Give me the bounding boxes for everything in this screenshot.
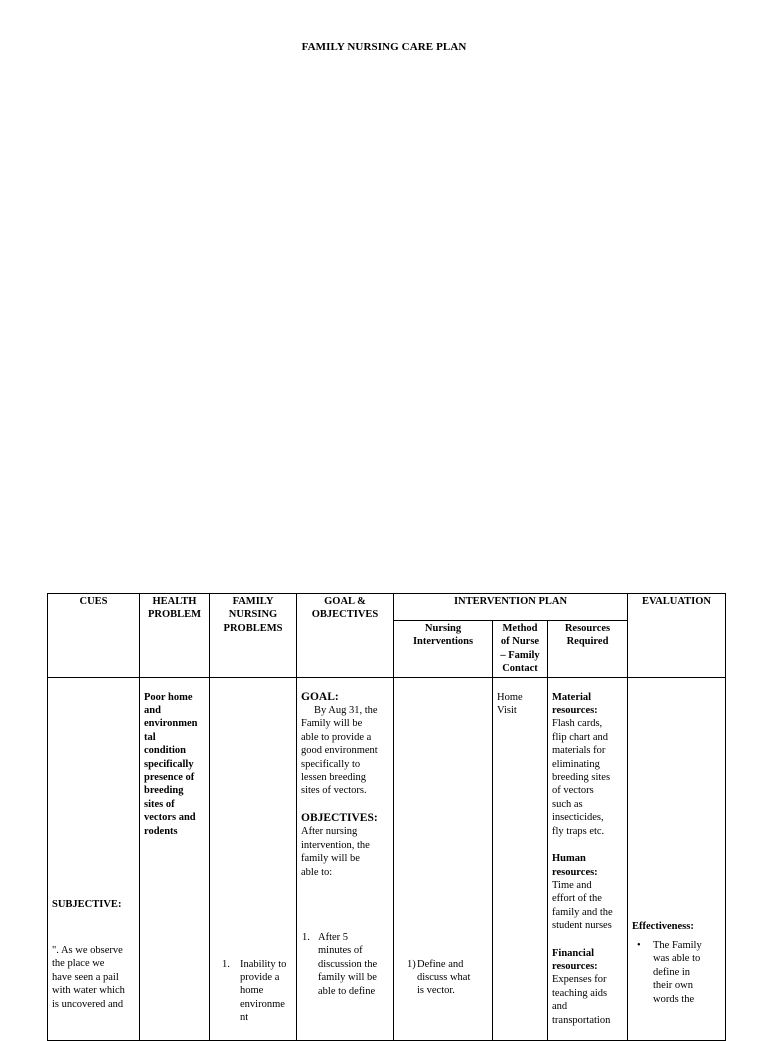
resource-line: of vectors [552, 785, 594, 797]
objectives-line: intervention, the [301, 839, 370, 851]
resource-line: effort of the [552, 893, 602, 905]
goal-line: Family will be [301, 718, 363, 730]
health-problem-line: vectors and [144, 812, 196, 824]
human-label: resources: [552, 866, 598, 878]
resource-line: breeding sites [552, 772, 611, 784]
cue-line: have seen a pail [52, 971, 119, 983]
goal-line: sites of vectors. [301, 785, 367, 797]
header-line: Required [566, 636, 609, 648]
header-line: GOAL & [324, 596, 366, 607]
objectives-line: After nursing [301, 826, 358, 838]
health-problem-line: tal [144, 731, 156, 743]
problem-line: environme [240, 998, 285, 1010]
bullet-icon: • [637, 940, 641, 952]
list-number: 1. [302, 931, 310, 943]
goal-line: good environment [301, 745, 378, 757]
header-intervention-plan-label: INTERVENTION PLAN [453, 596, 568, 607]
page-title: FAMILY NURSING CARE PLAN [301, 41, 467, 53]
resource-line: Time and [552, 879, 592, 891]
goal-label: GOAL: [301, 690, 339, 703]
health-problem-line: presence of [144, 772, 195, 784]
header-line: PROBLEM [147, 609, 202, 621]
health-problem-line: condition [144, 745, 187, 757]
objectives-line: able to: [301, 866, 333, 878]
header-row [48, 594, 726, 621]
evaluation-line: was able to [653, 953, 701, 965]
health-problem-line: rodents [144, 825, 178, 837]
list-item [301, 931, 389, 998]
header-line: Method [502, 623, 538, 634]
list-item [398, 958, 488, 998]
list-item [214, 958, 292, 1025]
header-line: – Family [500, 649, 540, 661]
header-line: Nursing [424, 623, 462, 634]
objective-item-line: able to define [318, 985, 376, 997]
header-line: OBJECTIVES [311, 609, 379, 621]
problem-line: home [240, 985, 264, 997]
goal-line: By Aug 31, the [314, 705, 378, 717]
header-line: FAMILY [232, 596, 274, 607]
intervention-line: Define and [417, 958, 464, 970]
resource-line: materials for [552, 745, 606, 757]
financial-label: Financial [552, 947, 595, 959]
human-label: Human [552, 853, 586, 865]
health-problem-line: breeding [144, 785, 184, 797]
objective-item-line: family will be [318, 972, 377, 984]
cell-evaluation [628, 677, 726, 1040]
resource-line: such as [552, 798, 583, 810]
problem-line: provide a [240, 972, 280, 984]
goal-line: lessen breeding [301, 772, 367, 784]
cell-goal-objectives [297, 677, 394, 1040]
method-line: Home [497, 691, 523, 703]
cell-resources [548, 677, 628, 1040]
resource-line: teaching aids [552, 987, 608, 999]
header-evaluation [628, 594, 726, 678]
cell-nursing-interventions [394, 677, 493, 1040]
care-plan-table [47, 593, 726, 1041]
health-problem-line: Poor home [144, 691, 193, 703]
health-problem-line: environmen [144, 718, 198, 730]
cue-line: ". As we observe [52, 945, 123, 957]
cell-family-nursing-problems [210, 677, 297, 1040]
evaluation-line: The Family [653, 940, 702, 952]
header-family-nursing-problems [210, 594, 297, 678]
intervention-line: is vector. [417, 985, 455, 997]
objective-item-line: discussion the [318, 958, 378, 970]
header-resources-required [548, 621, 628, 678]
cue-line: with water which [52, 985, 125, 997]
objectives-line: family will be [301, 853, 360, 865]
financial-label: resources: [552, 960, 598, 972]
list-item [632, 939, 721, 1006]
resource-line: Expenses for [552, 974, 607, 986]
health-problem-line: specifically [144, 758, 194, 770]
table-row [48, 677, 726, 1040]
intervention-line: discuss what [417, 972, 471, 984]
header-line: NURSING [228, 609, 278, 621]
resource-line: fly traps etc. [552, 825, 605, 837]
evaluation-line: define in [653, 966, 691, 978]
header-evaluation-label: EVALUATION [641, 596, 712, 607]
list-number: 1. [222, 958, 230, 970]
resource-line: Flash cards, [552, 718, 603, 730]
evaluation-line: words the [653, 993, 695, 1005]
cell-method [493, 677, 548, 1040]
health-problem-line: and [144, 705, 161, 717]
header-line: Interventions [412, 636, 474, 648]
header-line: HEALTH [152, 596, 197, 607]
header-line: Resources [564, 623, 611, 634]
resource-line: insecticides, [552, 812, 604, 824]
header-line: PROBLEMS [223, 622, 283, 634]
resource-line: transportation [552, 1014, 611, 1026]
header-cues [48, 594, 140, 678]
subjective-label: SUBJECTIVE: [52, 898, 122, 910]
header-intervention-plan [394, 594, 628, 621]
resource-line: flip chart and [552, 731, 608, 743]
header-method-of-nurse [493, 621, 548, 678]
resource-line: and [552, 1001, 568, 1013]
objective-item-line: minutes of [318, 945, 363, 957]
header-line: of Nurse [500, 636, 540, 648]
method-line: Visit [497, 705, 517, 717]
resource-line: student nurses [552, 920, 612, 932]
header-goal-objectives [297, 594, 394, 678]
resource-line: eliminating [552, 758, 600, 770]
goal-line: able to provide a [301, 731, 372, 743]
effectiveness-label: Effectiveness: [632, 920, 694, 932]
material-label: resources: [552, 705, 598, 717]
cell-health-problem [140, 677, 210, 1040]
header-line: Contact [502, 663, 538, 675]
objective-item-line: After 5 [318, 931, 349, 943]
cue-line: the place we [52, 958, 105, 970]
objectives-label: OBJECTIVES: [301, 811, 378, 824]
header-health-problem [140, 594, 210, 678]
material-label: Material [552, 691, 592, 703]
header-nursing-interventions [394, 621, 493, 678]
header-cues-label: CUES [79, 596, 108, 607]
health-problem-line: sites of [144, 798, 175, 810]
cell-cues [48, 677, 140, 1040]
resource-line: family and the [552, 906, 613, 918]
evaluation-line: their own [653, 980, 693, 992]
list-number: 1) [407, 958, 416, 970]
cue-line: is uncovered and [52, 998, 124, 1010]
problem-line: nt [240, 1012, 249, 1024]
goal-line: specifically to [301, 758, 361, 770]
problem-line: Inability to [240, 958, 287, 970]
